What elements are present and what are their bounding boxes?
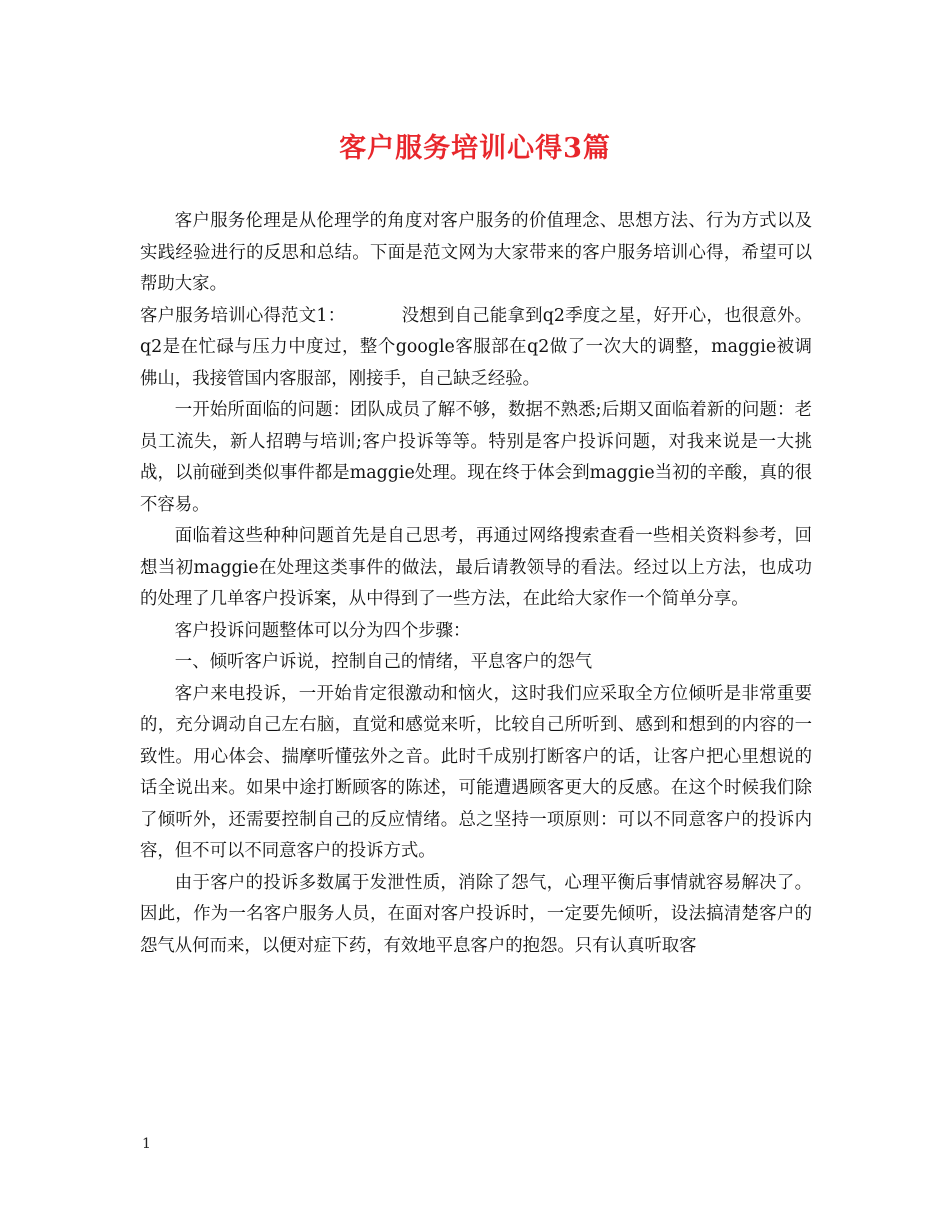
venting-paragraph: 由于客户的投诉多数属于发泄性质，消除了怨气，心理平衡后事情就容易解决了。因此，作为一名客户服务人员，在面对客户投诉时，一定要先倾听，设法搞清楚客户的怨气从何而来，以便对症下药，有效地平息客户的抱怨。只有认真听取客 [140,872,812,956]
steps-intro-paragraph: 客户投诉问题整体可以分为四个步骤： [174,620,471,641]
step-one-heading: 一、倾听客户诉说，控制自己的情绪，平息客户的怨气 [174,652,593,672]
sample-text: 没想到自己能拿到q2季度之星，好开心，也很意外。q2是在忙碌与压力中度过，整个google客服部在q2做了一次大的调整，maggie被调佛山，我接管国内客服部，刚接手，自己缺乏经验。 [140,305,812,389]
sample-paragraph [140,301,812,396]
document-title: 客户服务培训心得3篇 [339,133,611,164]
intro-paragraph: 客户服务伦理是从伦理学的角度对客户服务的价值理念、思想方法、行为方式以及实践经验进行的反思和总结。下面是范文网为大家带来的客户服务培训心得，希望可以帮助大家。 [140,211,812,294]
sample-heading: 客户服务培训心得范文1： [140,305,346,326]
page-number: 1 [142,1136,151,1152]
document-body [140,206,812,962]
listening-paragraph: 客户来电投诉，一开始肯定很激动和恼火，这时我们应采取全方位倾听是非常重要的，充分调动自己左右脑，直觉和感觉来听，比较自己所听到、感到和想到的内容的一致性。用心体会、揣摩听懂弦外之音。此时千成别打断客户的话，让客户把心里想说的话全说出来。如果中途打断顾客的陈述，可能遭遇顾客更大的反感。在这个时候我们除了倾听外，还需要控制自己的反应情绪。总之坚持一项原则：可以不同意客户的投诉内容，但不可以不同意客户的投诉方式。 [140,683,812,861]
problems-paragraph: 一开始所面临的问题：团队成员了解不够，数据不熟悉;后期又面临着新的问题：老员工流失，新人招聘与培训;客户投诉等等。特别是客户投诉问题，对我来说是一大挑战，以前碰到类似事件都是maggie处理。现在终于体会到maggie当初的辛酸，真的很不容易。 [140,400,812,515]
approach-paragraph: 面临着这些种种问题首先是自己思考，再通过网络搜索查看一些相关资料参考，回想当初maggie在处理这类事件的做法，最后请教领导的看法。经过以上方法，也成功的处理了几单客户投诉案，从中得到了一些方法，在此给大家作一个简单分享。 [140,526,812,609]
